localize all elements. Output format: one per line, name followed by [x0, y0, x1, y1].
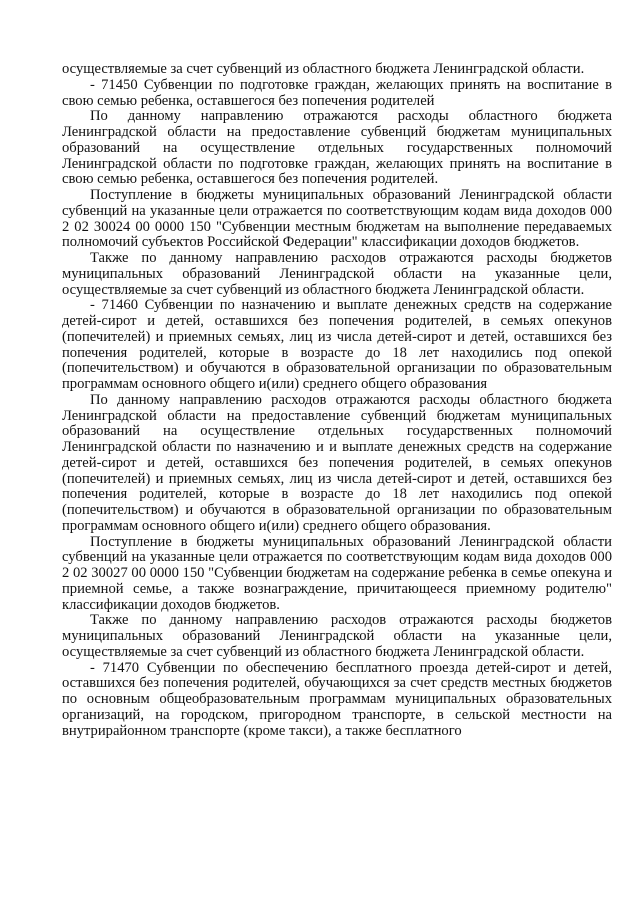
paragraph-71460-heading: - 71460 Субвенции по назначению и выплате денежных средств на содержание детей-сирот и детей, оставшихся без попечения родителей, в семьях опекунов (попечителей) и приемных семьях, лиц из числа детей-сирот и детей, оставшихся без попечения родителей, которые в возрасте до 18 лет находились под опекой (попечительством) и обучаются в образовательной организации по образовательным программам основного общего и(или) среднего общего образования — [62, 297, 612, 392]
paragraph-71460-expenses: По данному направлению расходов отражаются расходы областного бюджета Ленинградской области на предоставление субвенций бюджетам муниципальных образований на осуществление отдельных государственных полномочий Ленинградской области по назначению и и выплате денежных средств на содержание детей-сирот и детей, оставшихся без попечения родителей, в семьях опекунов (попечителей) и приемных семьях, лиц из числа детей-сирот и детей, оставшихся без попечения родителей, которые в возрасте до 18 лет находились под опекой (попечительством) и обучаются в образовательной организации по образовательным программам основного общего и(или) среднего общего образования. — [62, 391, 612, 534]
paragraph-71450-municipal: Также по данному направлению расходов отражаются расходы бюджетов муниципальных образований Ленинградской области на указанные цели, осуществляемые за счет субвенций из областного бюджета Ленинградской области. — [62, 250, 612, 298]
paragraph-71450-revenue: Поступление в бюджеты муниципальных образований Ленинградской области субвенций на указанные цели отражается по соответствующим кодам вида доходов 000 2 02 30024 00 0000 150 "Субвенции местным бюджетам на выполнение передаваемых полномочий субъектов Российской Федерации" классификации доходов бюджетов. — [62, 187, 612, 251]
paragraph-71470-heading: - 71470 Субвенции по обеспечению бесплатного проезда детей-сирот и детей, оставшихся без попечения родителей, обучающихся за счет средств местных бюджетов по основным общеобразовательным программам муниципальных образовательных организаций, на городском, пригородном транспорте, в сельской местности на внутрирайонном транспорте (кроме такси), а также бесплатного — [62, 659, 612, 739]
document-body — [62, 62, 612, 739]
paragraph-71450-expenses: По данному направлению отражаются расходы областного бюджета Ленинградской области на предоставление субвенций бюджетам муниципальных образований на осуществление отдельных государственных полномочий Ленинградской области по подготовке граждан, желающих принять на воспитание в свою семью ребенка, оставшегося без попечения родителей. — [62, 108, 612, 188]
paragraph-71450-heading: - 71450 Субвенции по подготовке граждан, желающих принять на воспитание в свою семью ребенка, оставшегося без попечения родителей — [62, 76, 612, 109]
paragraph-continuation: осуществляемые за счет субвенций из областного бюджета Ленинградской области. — [62, 61, 585, 77]
paragraph-71460-revenue: Поступление в бюджеты муниципальных образований Ленинградской области субвенций на указанные цели отражается по соответствующим кодам вида доходов 000 2 02 30027 00 0000 150 "Субвенции бюджетам на содержание ребенка в семье опекуна и приемной семье, а также вознаграждение, причитающееся приемному родителю" классификации доходов бюджетов. — [62, 533, 612, 613]
paragraph-71460-municipal: Также по данному направлению расходов отражаются расходы бюджетов муниципальных образований Ленинградской области на указанные цели, осуществляемые за счет субвенций из областного бюджета Ленинградской области. — [62, 612, 612, 660]
